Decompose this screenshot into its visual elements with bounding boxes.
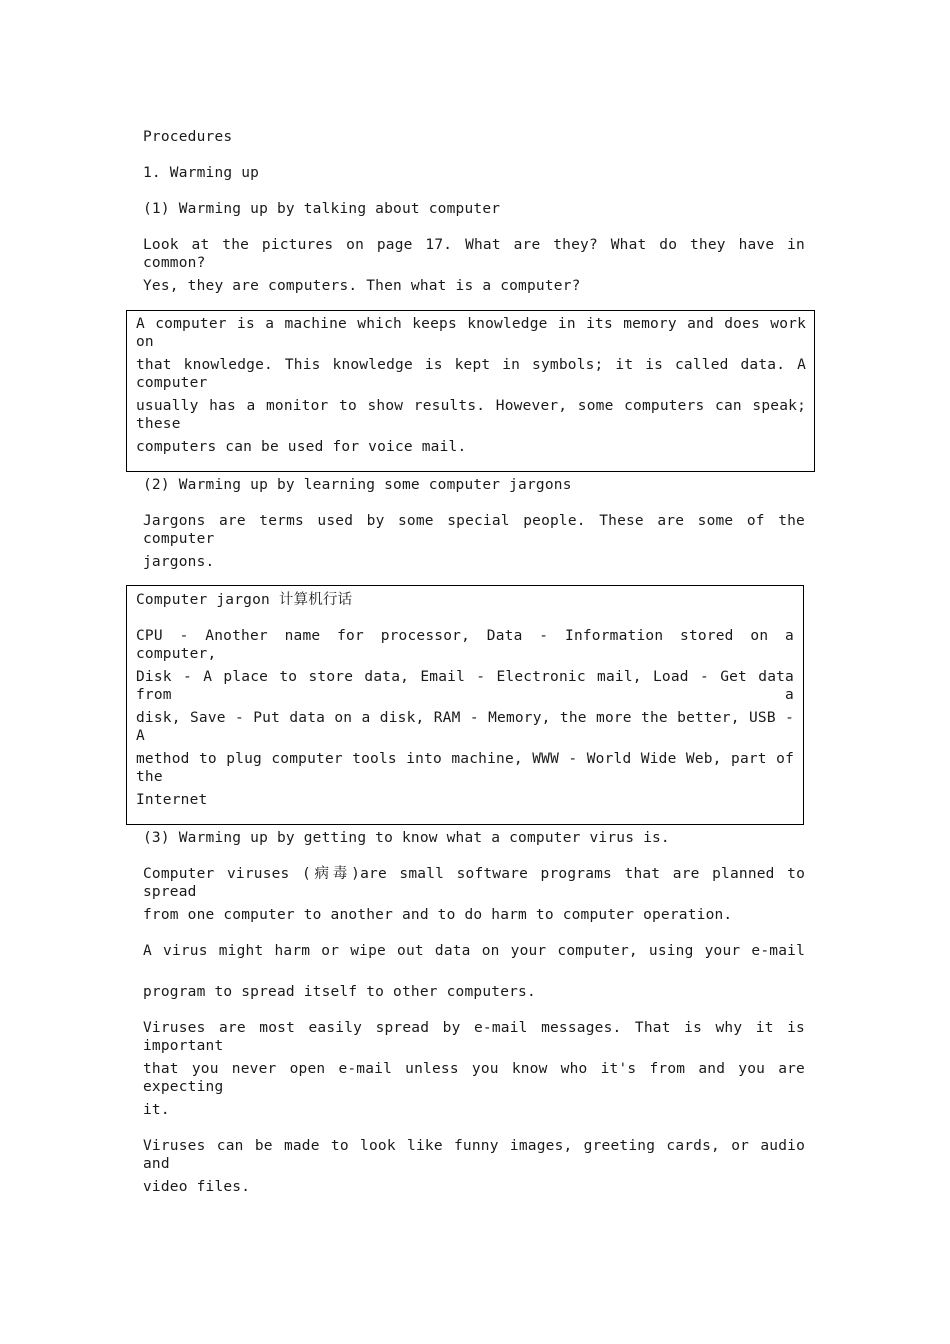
virus-paragraph-line: Viruses are most easily spread by e-mail messages. That is why it is important (143, 1020, 805, 1054)
computer-definition-box (126, 310, 815, 472)
virus-paragraph-line: video files. (143, 1179, 251, 1195)
jargon-line: CPU - Another name for processor, Data - Information stored on a computer, (136, 628, 794, 662)
jargon-box (126, 585, 804, 825)
subsection-1-question-line: Yes, they are computers. Then what is a computer? (143, 278, 581, 294)
jargon-box-title: Computer jargon 计算机行话 (136, 592, 353, 608)
virus-paragraph-line: Viruses can be made to look like funny images, greeting cards, or audio and (143, 1138, 805, 1172)
subsection-1-question-line: Look at the pictures on page 17. What are they? What do they have in common? (143, 237, 805, 271)
jargon-line: method to plug computer tools into machine, WWW - World Wide Web, part of the (136, 751, 794, 785)
step-1-heading: 1. Warming up (143, 165, 260, 181)
virus-paragraph-line: A virus might harm or wipe out data on your computer, using your e-mail (143, 943, 805, 959)
procedures-heading: Procedures (143, 129, 233, 145)
virus-paragraph-line: that you never open e-mail unless you know who it's from and you are expecting (143, 1061, 805, 1095)
jargon-line: Disk - A place to store data, Email - Electronic mail, Load - Get data from a (136, 669, 794, 703)
subsection-2-title: (2) Warming up by learning some computer jargons (143, 477, 572, 493)
definition-line: computers can be used for voice mail. (136, 439, 467, 455)
virus-paragraph-line: from one computer to another and to do harm to computer operation. (143, 907, 733, 923)
virus-paragraph-line: it. (143, 1102, 170, 1118)
subsection-2-intro-line: jargons. (143, 554, 215, 570)
definition-line: that knowledge. This knowledge is kept in symbols; it is called data. A computer (136, 357, 806, 391)
subsection-2-intro-line: Jargons are terms used by some special people. These are some of the computer (143, 513, 805, 547)
jargon-line: Internet (136, 792, 208, 808)
subsection-3-title: (3) Warming up by getting to know what a computer virus is. (143, 830, 670, 846)
virus-paragraph-line: program to spread itself to other computers. (143, 984, 536, 1000)
jargon-line: disk, Save - Put data on a disk, RAM - Memory, the more the better, USB - A (136, 710, 794, 744)
virus-paragraph-line: Computer viruses (病毒)are small software programs that are planned to spread (143, 866, 805, 900)
definition-line: A computer is a machine which keeps knowledge in its memory and does work on (136, 316, 806, 350)
definition-line: usually has a monitor to show results. However, some computers can speak; these (136, 398, 806, 432)
subsection-1-title: (1) Warming up by talking about computer (143, 201, 501, 217)
